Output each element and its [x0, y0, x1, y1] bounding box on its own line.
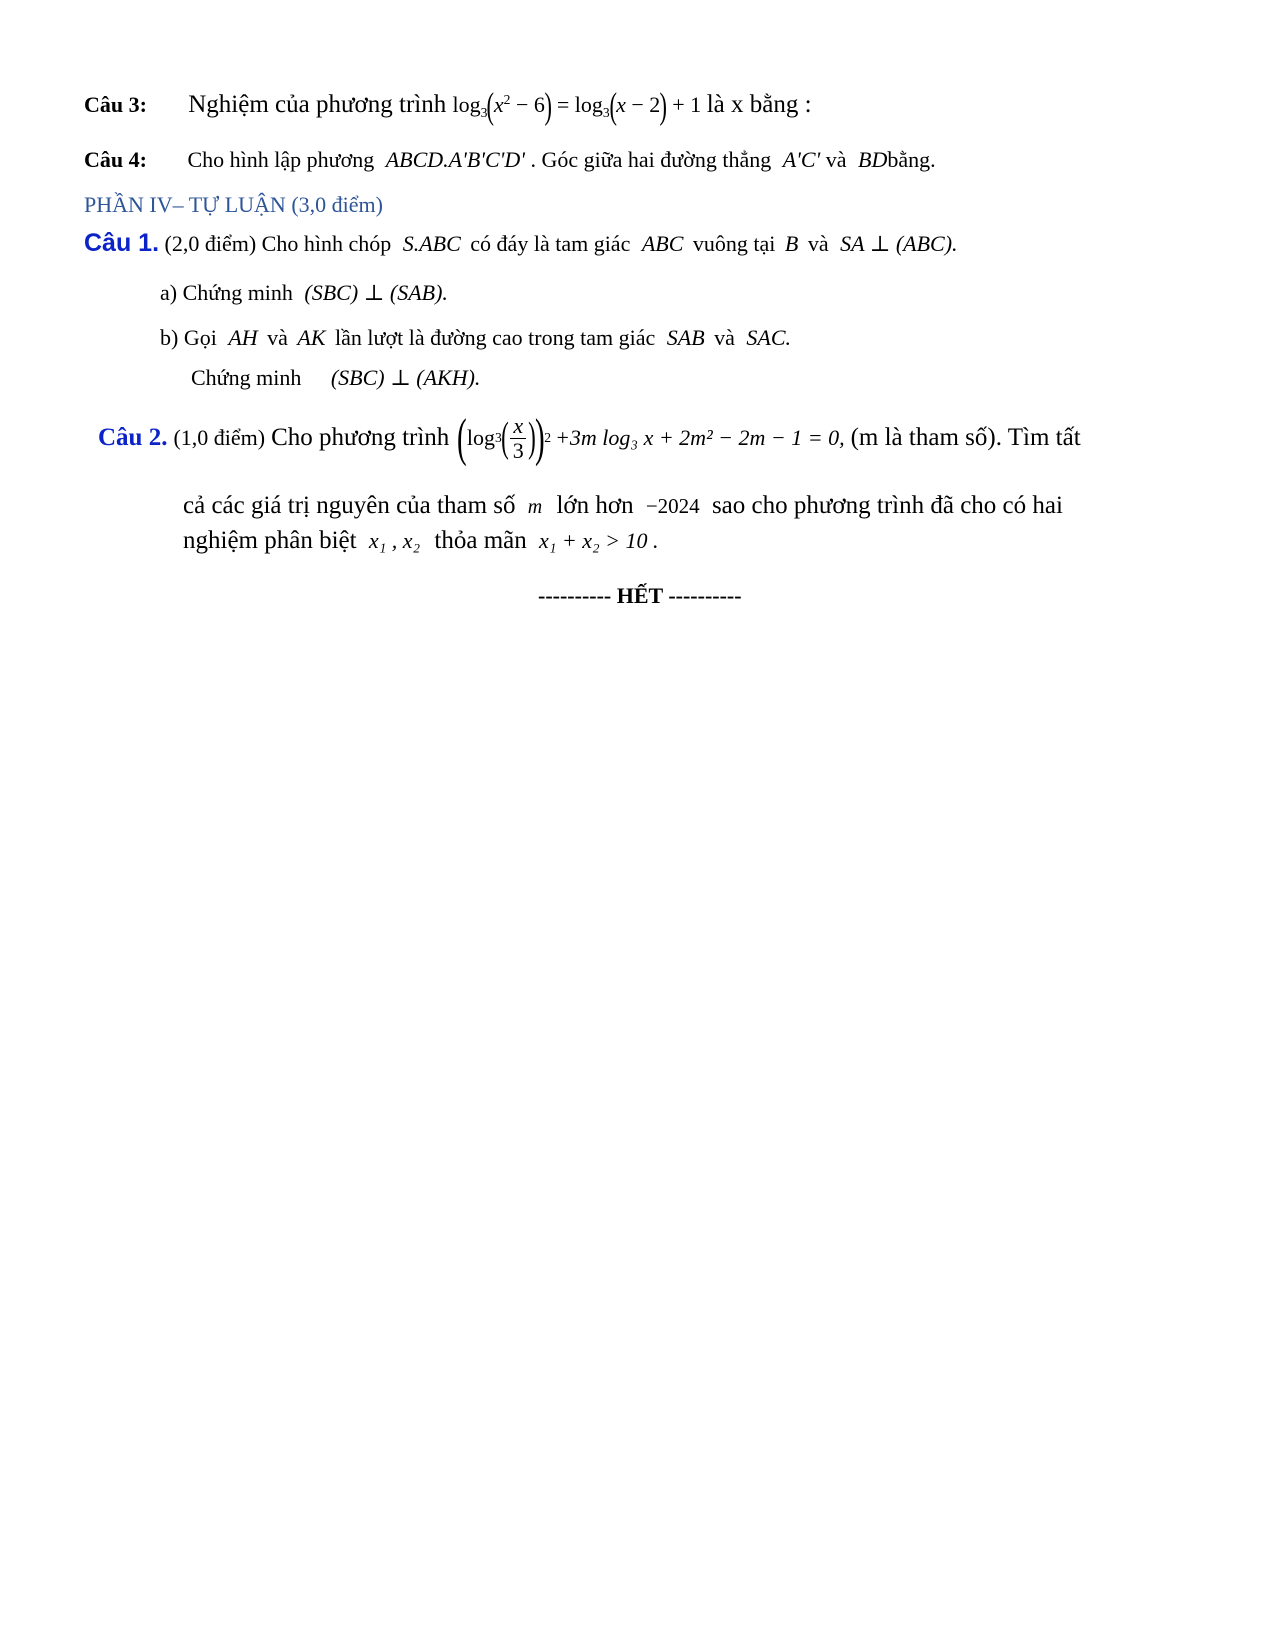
question-3-tail: là x bằng : — [706, 90, 812, 118]
essay-2-param: (m là tham số). Tìm tất — [850, 424, 1081, 452]
sum-condition: x₁ + x₂ > 10 . — [539, 528, 659, 553]
part-a-expression: (SBC) ⊥ (SAB). — [304, 280, 448, 305]
essay-2-line-2 — [183, 492, 1063, 520]
essay-2-equation-head: ( log 3 ( $\frac{x}{3}$ ) ) 2 — [457, 409, 552, 467]
essay-question-1 — [84, 229, 958, 258]
essay-2-text: Cho phương trình — [271, 424, 450, 452]
question-3-text: Nghiệm của phương trình — [188, 90, 447, 118]
part-b-and2: và — [714, 325, 735, 350]
question-4-and: và — [825, 147, 847, 172]
part-a-prefix: a) Chứng minh — [160, 280, 293, 305]
question-3 — [84, 88, 812, 125]
question-4-end: bằng. — [887, 147, 936, 172]
part-b-line-2 — [191, 365, 480, 391]
vertex-b: B — [784, 231, 799, 256]
essay-2-line2b: lớn hơn — [556, 492, 634, 519]
line-ac: A'C' — [782, 147, 821, 172]
essay-1-points: (2,0 điểm) Cho hình chóp — [164, 231, 392, 256]
question-4-text: Cho hình lập phương — [187, 147, 375, 172]
part-b — [160, 325, 791, 351]
section-heading: PHẦN IV– TỰ LUẬN (3,0 điểm) — [84, 192, 383, 217]
triangle-sac: SAC. — [746, 325, 792, 350]
question-4-label: Câu 4: — [84, 147, 147, 172]
part-b2-expression: (SBC) ⊥ (AKH). — [330, 365, 481, 390]
end-marker: ---------- HẾT ---------- — [538, 583, 742, 608]
essay-2-equation-tail: +3m log₃ x + 2m² − 2m − 1 = 0, — [555, 425, 845, 451]
pyramid-name: S.ABC — [402, 231, 461, 256]
cube-name: ABCD.A'B'C'D' — [385, 147, 525, 172]
parameter-m: m — [527, 496, 543, 518]
triangle-name: ABC — [641, 231, 684, 256]
essay-2-line3-text: nghiệm phân biệt — [183, 527, 357, 554]
essay-1-and: và — [807, 231, 829, 256]
perpendicular-condition: SA ⊥ (ABC). — [840, 231, 958, 256]
part-b-and: và — [267, 325, 288, 350]
question-3-equation: $\log_3(x^2 - 6) = \log_3(x - 2) + 1$ — [452, 86, 707, 127]
question-4-mid: . Góc giữa hai đường thẳng — [530, 147, 772, 172]
roots-x1-x2: x₁ , x₂ — [368, 528, 421, 553]
line-bd: BD — [858, 147, 888, 172]
question-3-label: Câu 3: — [84, 91, 147, 117]
part-b-text: lần lượt là đường cao trong tam giác — [335, 325, 656, 350]
segment-ak: AK — [297, 325, 326, 350]
question-4 — [84, 147, 936, 173]
segment-ah: AH — [228, 325, 258, 350]
essay-question-2 — [98, 409, 1081, 467]
essay-2-points: (1,0 điểm) — [173, 425, 266, 451]
essay-2-label: Câu 2. — [98, 424, 168, 452]
essay-2-line2c: sao cho phương trình đã cho có hai — [711, 492, 1063, 519]
part-b2-prefix: Chứng minh — [191, 365, 302, 390]
essay-2-line3b: thỏa mãn — [434, 527, 527, 554]
essay-1-label: Câu 1. — [84, 229, 160, 257]
part-b-prefix: b) Gọi — [160, 325, 217, 350]
essay-1-text2: có đáy là tam giác — [470, 231, 631, 256]
essay-2-line-3 — [183, 527, 659, 555]
triangle-sab: SAB — [666, 325, 705, 350]
essay-2-line2-text: cả các giá trị nguyên của tham số — [183, 492, 516, 519]
negative-2024: −2024 — [645, 494, 700, 518]
essay-1-text3: vuông tại — [692, 231, 776, 256]
part-a — [160, 280, 448, 306]
